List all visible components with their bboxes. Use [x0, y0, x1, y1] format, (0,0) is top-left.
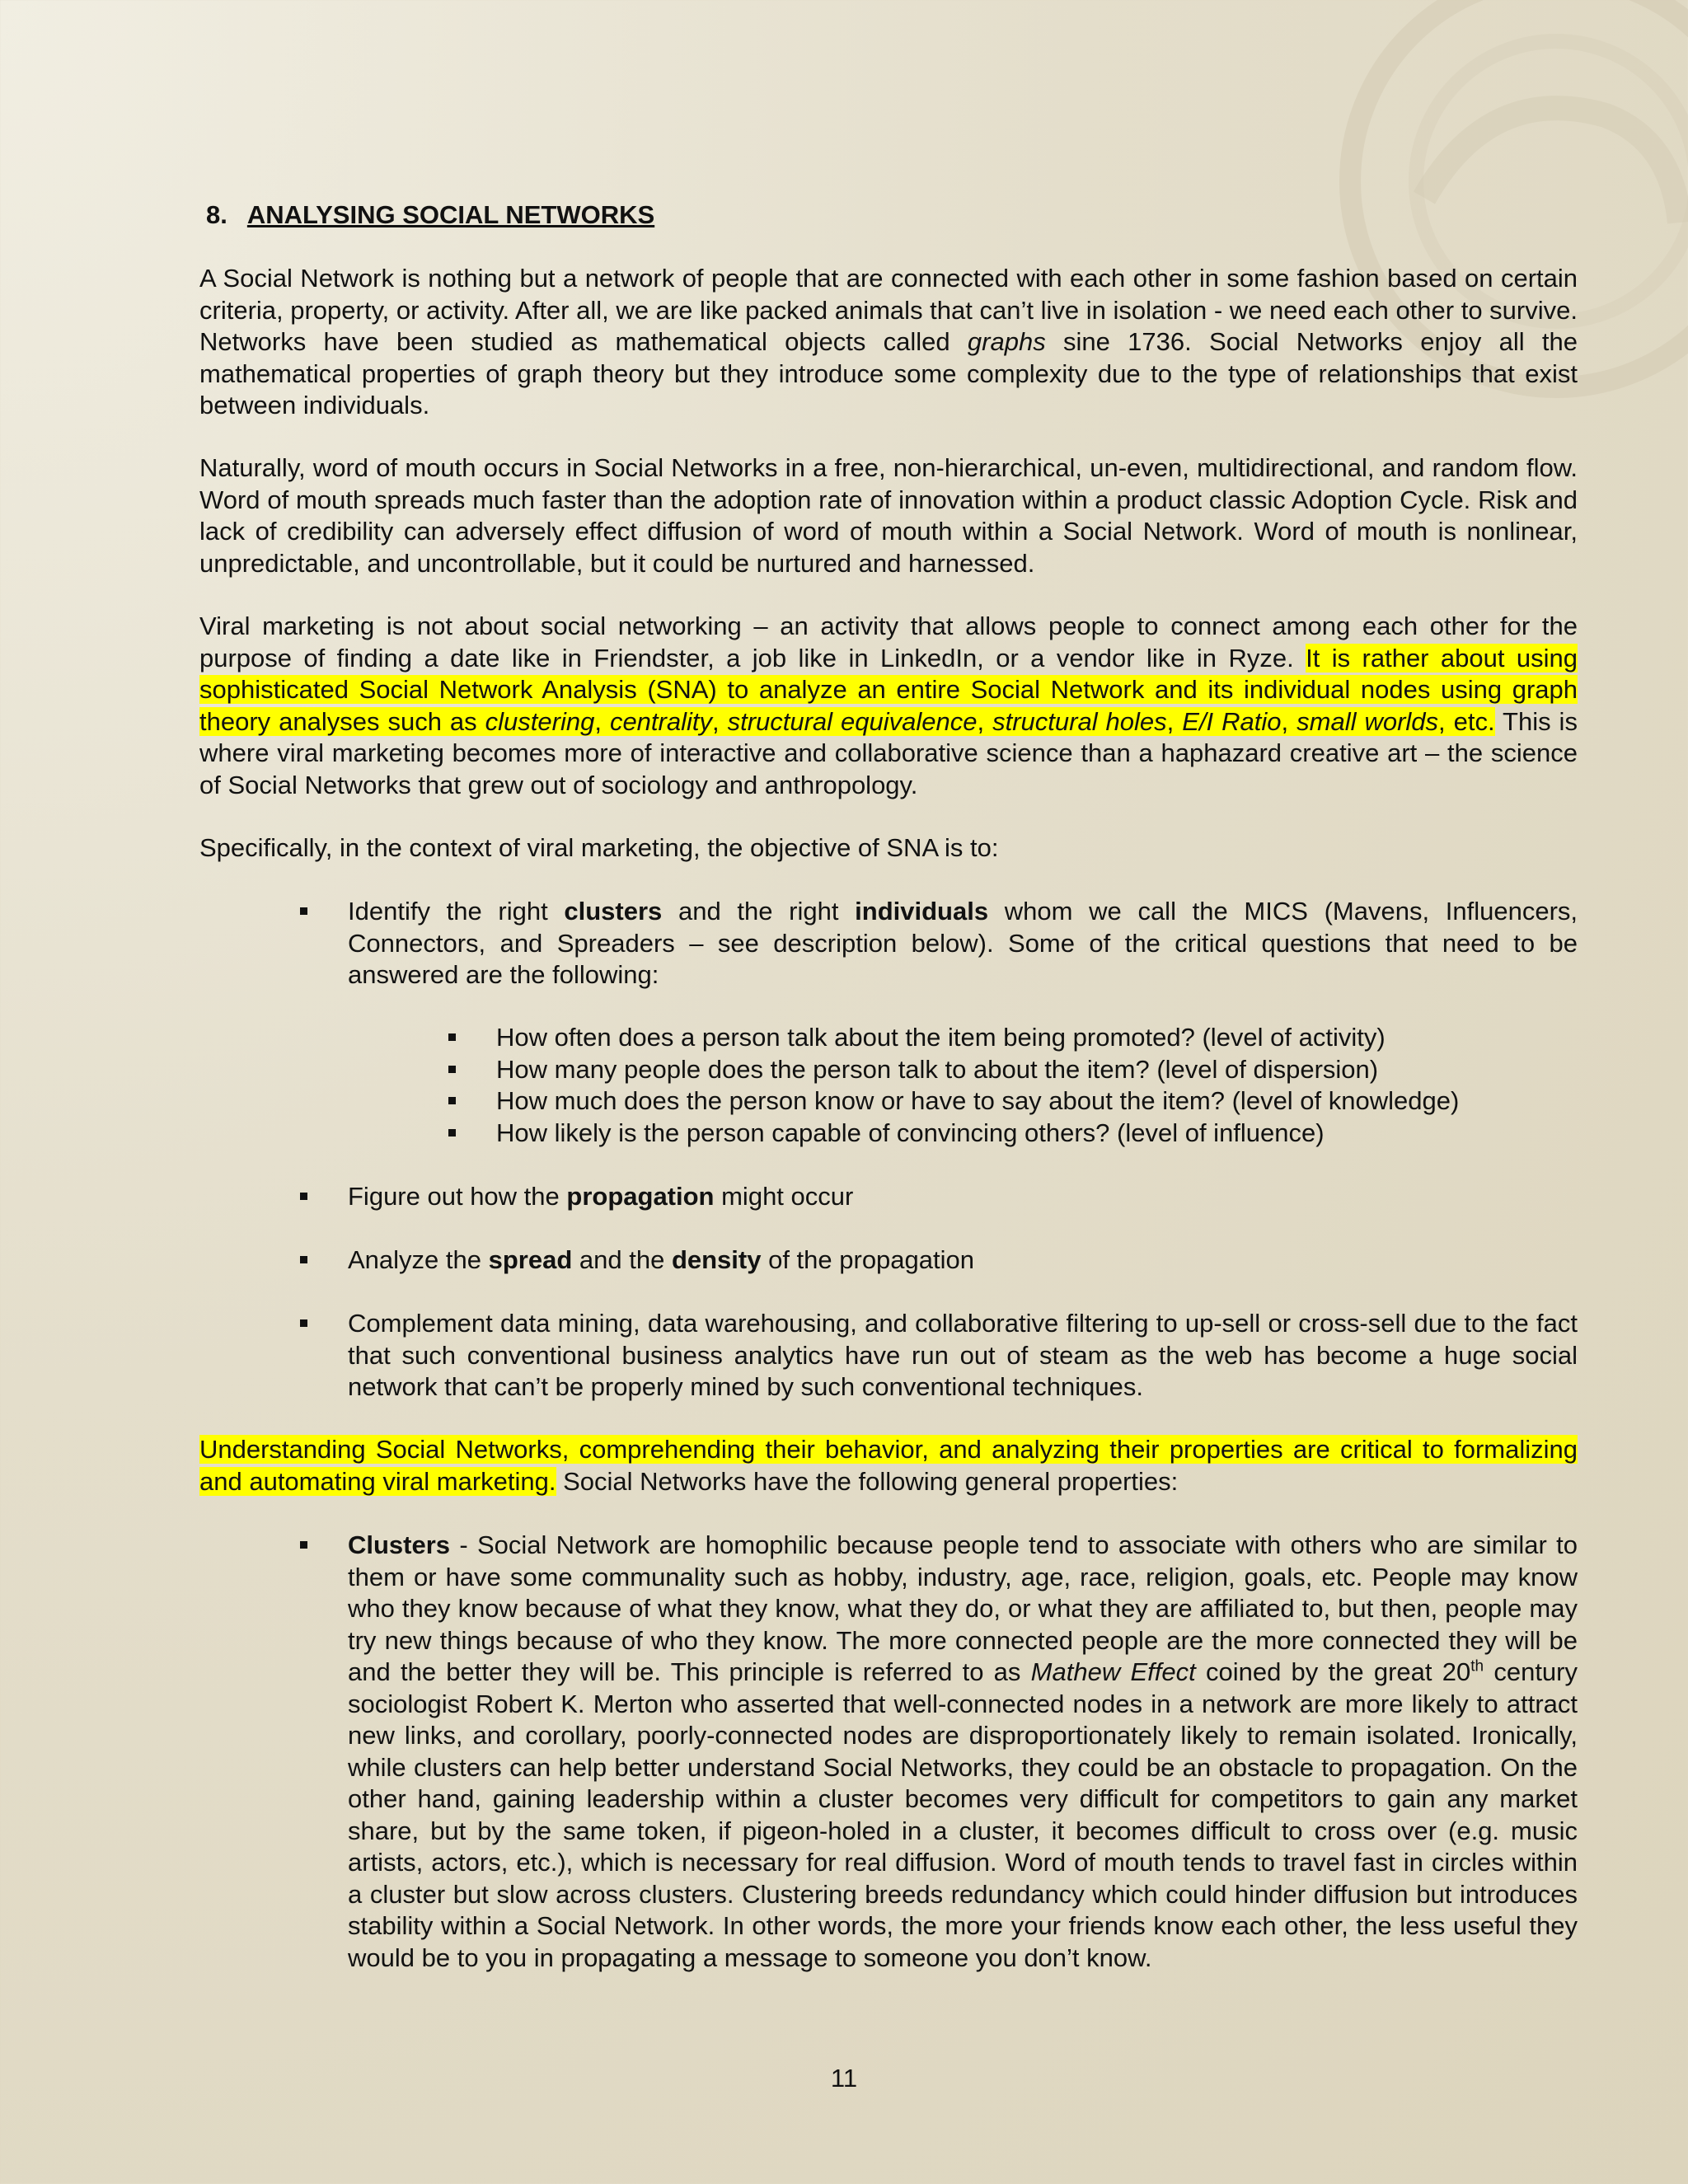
square-bullet-icon — [300, 907, 307, 915]
paragraph-text: This is where viral marketing becomes more of interactive and collaborative science than a haphazard creative art – the science of Social Networks that grew out of sociology and anthropology. — [199, 706, 1578, 799]
section-title: ANALYSING SOCIAL NETWORKS — [246, 200, 655, 229]
highlighted-text: It is rather about using sophisticated Social Network Analysis (SNA) to analyze an entire Social Network and its individual nodes using graph theory analyses such as clustering, centrality, structural equivalence, structural holes, E/I Ratio, small worlds, etc. — [199, 643, 1578, 736]
list-item: Identify the right clusters and the right individuals whom we call the MICS (Mavens, Influencers, Connectors, and Spreaders – see description below). Some of the critical questions that need to be answered are the following: — [199, 896, 1578, 991]
objective-list — [199, 1181, 1578, 1213]
list-item: How much does the person know or have to say about the item? (level of knowledge) — [348, 1085, 1578, 1118]
list-item: Figure out how the propagation might occur — [199, 1181, 1578, 1213]
paragraph-viral-marketing — [199, 611, 1578, 801]
paragraph-text: sine 1736. Social Networks enjoy all the mathematical properties of graph theory but they introduce some complexity due to the type of relationships that exist between individuals. — [199, 327, 1578, 419]
highlighted-text: Understanding Social Networks, comprehending their behavior, and analyzing their properties are critical to formalizing and automating viral marketing. — [199, 1435, 1578, 1496]
paragraph-text: Viral marketing is not about social networking – an activity that allows people to connect among each other for the purpose of finding a date like in Friendster, a job like in LinkedIn, or a vendor like in Ryze. — [199, 612, 1578, 673]
square-bullet-icon — [300, 1319, 307, 1327]
paragraph-word-of-mouth: Naturally, word of mouth occurs in Social Networks in a free, non-hierarchical, un-even, multidirectional, and random flow. Word of mouth spreads much faster than the adoption rate of innovation within a product classic Adoption Cycle. Risk and lack of credibility can adversely effect diffusion of word of mouth within a Social Network. Word of mouth is nonlinear, unpredictable, and uncontrollable, but it could be nurtured and harnessed. — [199, 453, 1578, 578]
properties-list — [199, 1530, 1578, 1974]
square-bullet-icon — [448, 1129, 456, 1137]
section-number: 8. — [206, 200, 227, 229]
list-item: Analyze the spread and the density of the propagation — [199, 1244, 1578, 1277]
paragraph-properties-intro — [199, 1434, 1578, 1497]
page-number: 11 — [830, 2064, 858, 2093]
objective-list — [199, 1308, 1578, 1404]
section-heading — [206, 199, 654, 231]
square-bullet-icon — [448, 1033, 456, 1041]
square-bullet-icon — [448, 1066, 456, 1073]
square-bullet-icon — [300, 1256, 307, 1263]
paragraph-text: A Social Network is nothing but a network of people that are connected with each other in some fashion based on certain criteria, property, or activity. After all, we are like packed animals that can’t live in isolation - we need each other to survive. Networks have been studied as mathematical objects called — [199, 264, 1578, 356]
paragraph-intro — [199, 263, 1578, 422]
list-item: Clusters - Social Network are homophilic because people tend to associate with others who are similar to them or have some communality such as hobby, industry, age, race, religion, goals, etc. People may know who they know because of what they know, what they do, or what they are affiliated to, but then, people may try new things because of who they know. The more connected people are the more connected they will be and the better they will be. This principle is referred to as Mathew Effect coined by the great 20th century sociologist Robert K. Merton who asserted that well-connected nodes in a network are more likely to attract new links, and corollary, poorly-connected nodes are disproportionately likely to remain isolated. Ironically, while clusters can help better understand Social Networks, they could be an obstacle to propagation. On the other hand, gaining leadership within a cluster becomes very difficult for competitors to gain any market share, but by the same token, if pigeon-holed in a cluster, it becomes difficult to cross over (e.g. music artists, actors, etc.), which is necessary for real diffusion. Word of mouth tends to travel fast in circles within a cluster but slow across clusters. Clustering breeds redundancy which could hinder diffusion but introduces stability within a Social Network. In other words, the more your friends know each other, the less useful they would be to you in propagating a message to someone you don’t know. — [199, 1530, 1578, 1974]
objective-list — [199, 896, 1578, 991]
square-bullet-icon — [448, 1097, 456, 1104]
paragraph-text: Social Networks have the following general properties: — [556, 1466, 1179, 1496]
list-item: How often does a person talk about the item being promoted? (level of activity) — [348, 1022, 1578, 1054]
objective-list — [199, 1244, 1578, 1277]
square-bullet-icon — [300, 1193, 307, 1200]
paragraph-sna-objective: Specifically, in the context of viral marketing, the objective of SNA is to: — [199, 833, 999, 862]
list-item: Complement data mining, data warehousing, and collaborative filtering to up-sell or cross-sell due to the fact that such conventional business analytics have run out of steam as the web has become a huge social network that can’t be properly mined by such conventional techniques. — [199, 1308, 1578, 1404]
square-bullet-icon — [300, 1541, 307, 1549]
italic-term: graphs — [967, 327, 1046, 356]
list-item: How many people does the person talk to about the item? (level of dispersion) — [348, 1054, 1578, 1086]
question-list — [348, 1022, 1578, 1149]
list-item: How likely is the person capable of convincing others? (level of influence) — [348, 1118, 1578, 1150]
